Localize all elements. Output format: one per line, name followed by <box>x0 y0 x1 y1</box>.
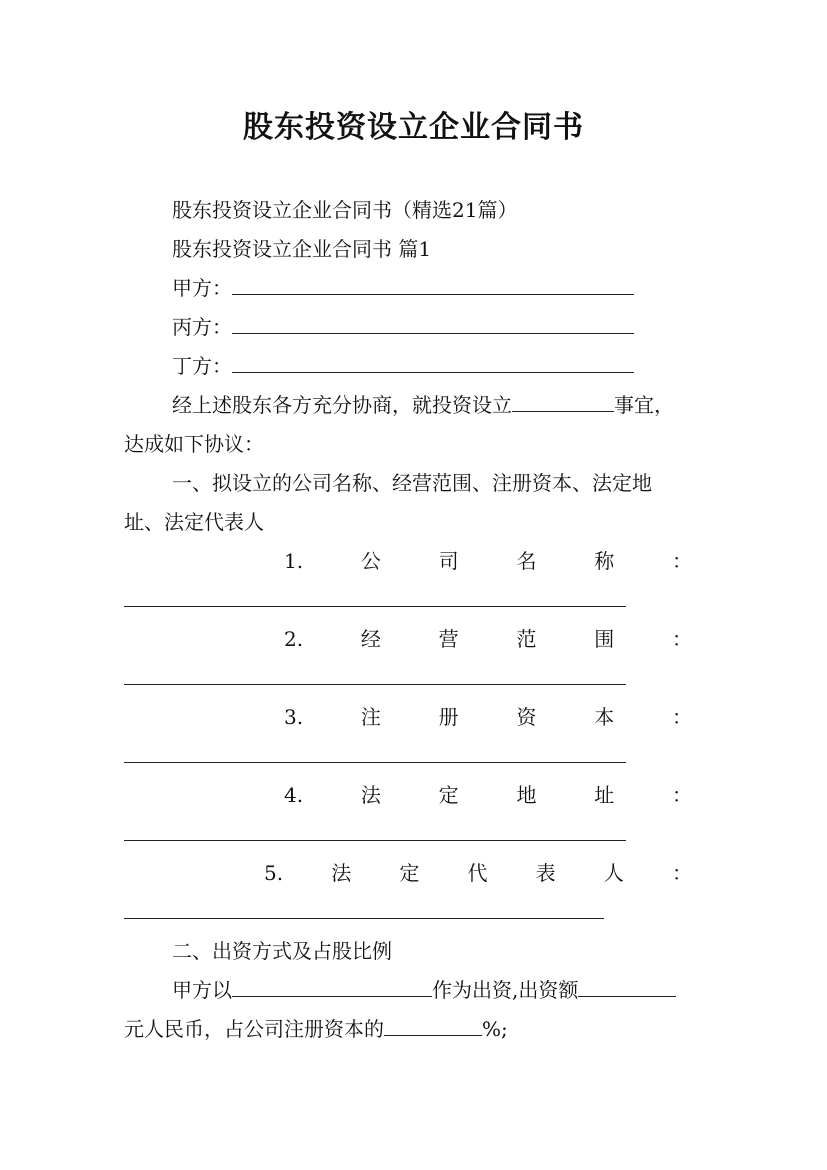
item-char: 册 <box>438 705 459 729</box>
item-char: 名 <box>516 549 537 573</box>
investment-amount-blank <box>578 976 676 997</box>
item-legal-representative <box>264 859 692 887</box>
intro-line <box>172 391 674 419</box>
party-c-blank <box>232 313 634 334</box>
item-legal-address <box>284 781 692 809</box>
intro-line-2: 达成如下协议： <box>124 432 264 456</box>
item-char: 注 <box>360 705 381 729</box>
item-char: 营 <box>438 627 459 651</box>
item-company-name <box>284 547 692 575</box>
item-char: 资 <box>516 705 537 729</box>
item-char: 司 <box>438 549 459 573</box>
party-c-label: 丙方： <box>172 315 232 339</box>
percent-sign: %; <box>482 1017 508 1041</box>
legal-address-blank <box>124 840 626 841</box>
item-char: 表 <box>535 861 556 885</box>
investment-text-3: 元人民币，占公司注册资本的 <box>124 1017 384 1041</box>
intro-text: 经上述股东各方充分协商，就投资设立 <box>172 393 512 417</box>
item-char: 址 <box>594 783 615 807</box>
registered-capital-blank <box>124 762 626 763</box>
item-char: 法 <box>331 861 352 885</box>
section-title: 股东投资设立企业合同书 篇1 <box>172 237 432 261</box>
item-char: 地 <box>516 783 537 807</box>
intro-text-end: 事宜， <box>614 393 674 417</box>
intro-blank <box>512 391 614 412</box>
item-colon: ： <box>672 705 692 729</box>
item-colon: ： <box>672 549 692 573</box>
item-char: 经 <box>360 627 381 651</box>
item-char: 围 <box>594 627 615 651</box>
party-a-blank <box>232 274 634 295</box>
item-number: 5. <box>264 861 284 885</box>
item-number: 1. <box>284 549 304 573</box>
share-percent-blank <box>384 1015 482 1036</box>
item-colon: ： <box>672 627 692 651</box>
clause1-heading-cont: 址、法定代表人 <box>124 510 264 534</box>
item-char: 本 <box>594 705 615 729</box>
party-a-label: 甲方： <box>172 276 232 300</box>
business-scope-blank <box>124 684 626 685</box>
item-colon: ： <box>672 783 692 807</box>
item-char: 范 <box>516 627 537 651</box>
investment-form-blank <box>232 976 432 997</box>
legal-representative-blank <box>124 918 604 919</box>
item-char: 代 <box>467 861 488 885</box>
investment-line <box>172 976 676 1004</box>
item-number: 3. <box>284 705 304 729</box>
investment-line-2 <box>124 1015 508 1043</box>
company-name-blank <box>124 606 626 607</box>
item-char: 定 <box>438 783 459 807</box>
clause1-heading: 一、拟设立的公司名称、经营范围、注册资本、法定地 <box>172 471 652 495</box>
investment-text-2: 作为出资,出资额 <box>432 978 579 1002</box>
clause2-heading: 二、出资方式及占股比例 <box>172 939 392 963</box>
item-registered-capital <box>284 703 692 731</box>
item-char: 法 <box>360 783 381 807</box>
item-char: 公 <box>360 549 381 573</box>
item-char: 人 <box>603 861 624 885</box>
item-business-scope <box>284 625 692 653</box>
party-d-blank <box>232 352 634 373</box>
item-number: 4. <box>284 783 304 807</box>
investment-text: 甲方以 <box>172 978 232 1002</box>
item-number: 2. <box>284 627 304 651</box>
item-char: 称 <box>594 549 615 573</box>
document-title: 股东投资设立企业合同书 <box>243 110 584 145</box>
item-char: 定 <box>399 861 420 885</box>
party-a-line <box>172 274 634 302</box>
party-d-line <box>172 352 634 380</box>
document-subtitle: 股东投资设立企业合同书（精选21篇） <box>172 198 518 222</box>
item-colon: ： <box>671 861 692 885</box>
party-c-line <box>172 313 634 341</box>
party-d-label: 丁方： <box>172 354 232 378</box>
